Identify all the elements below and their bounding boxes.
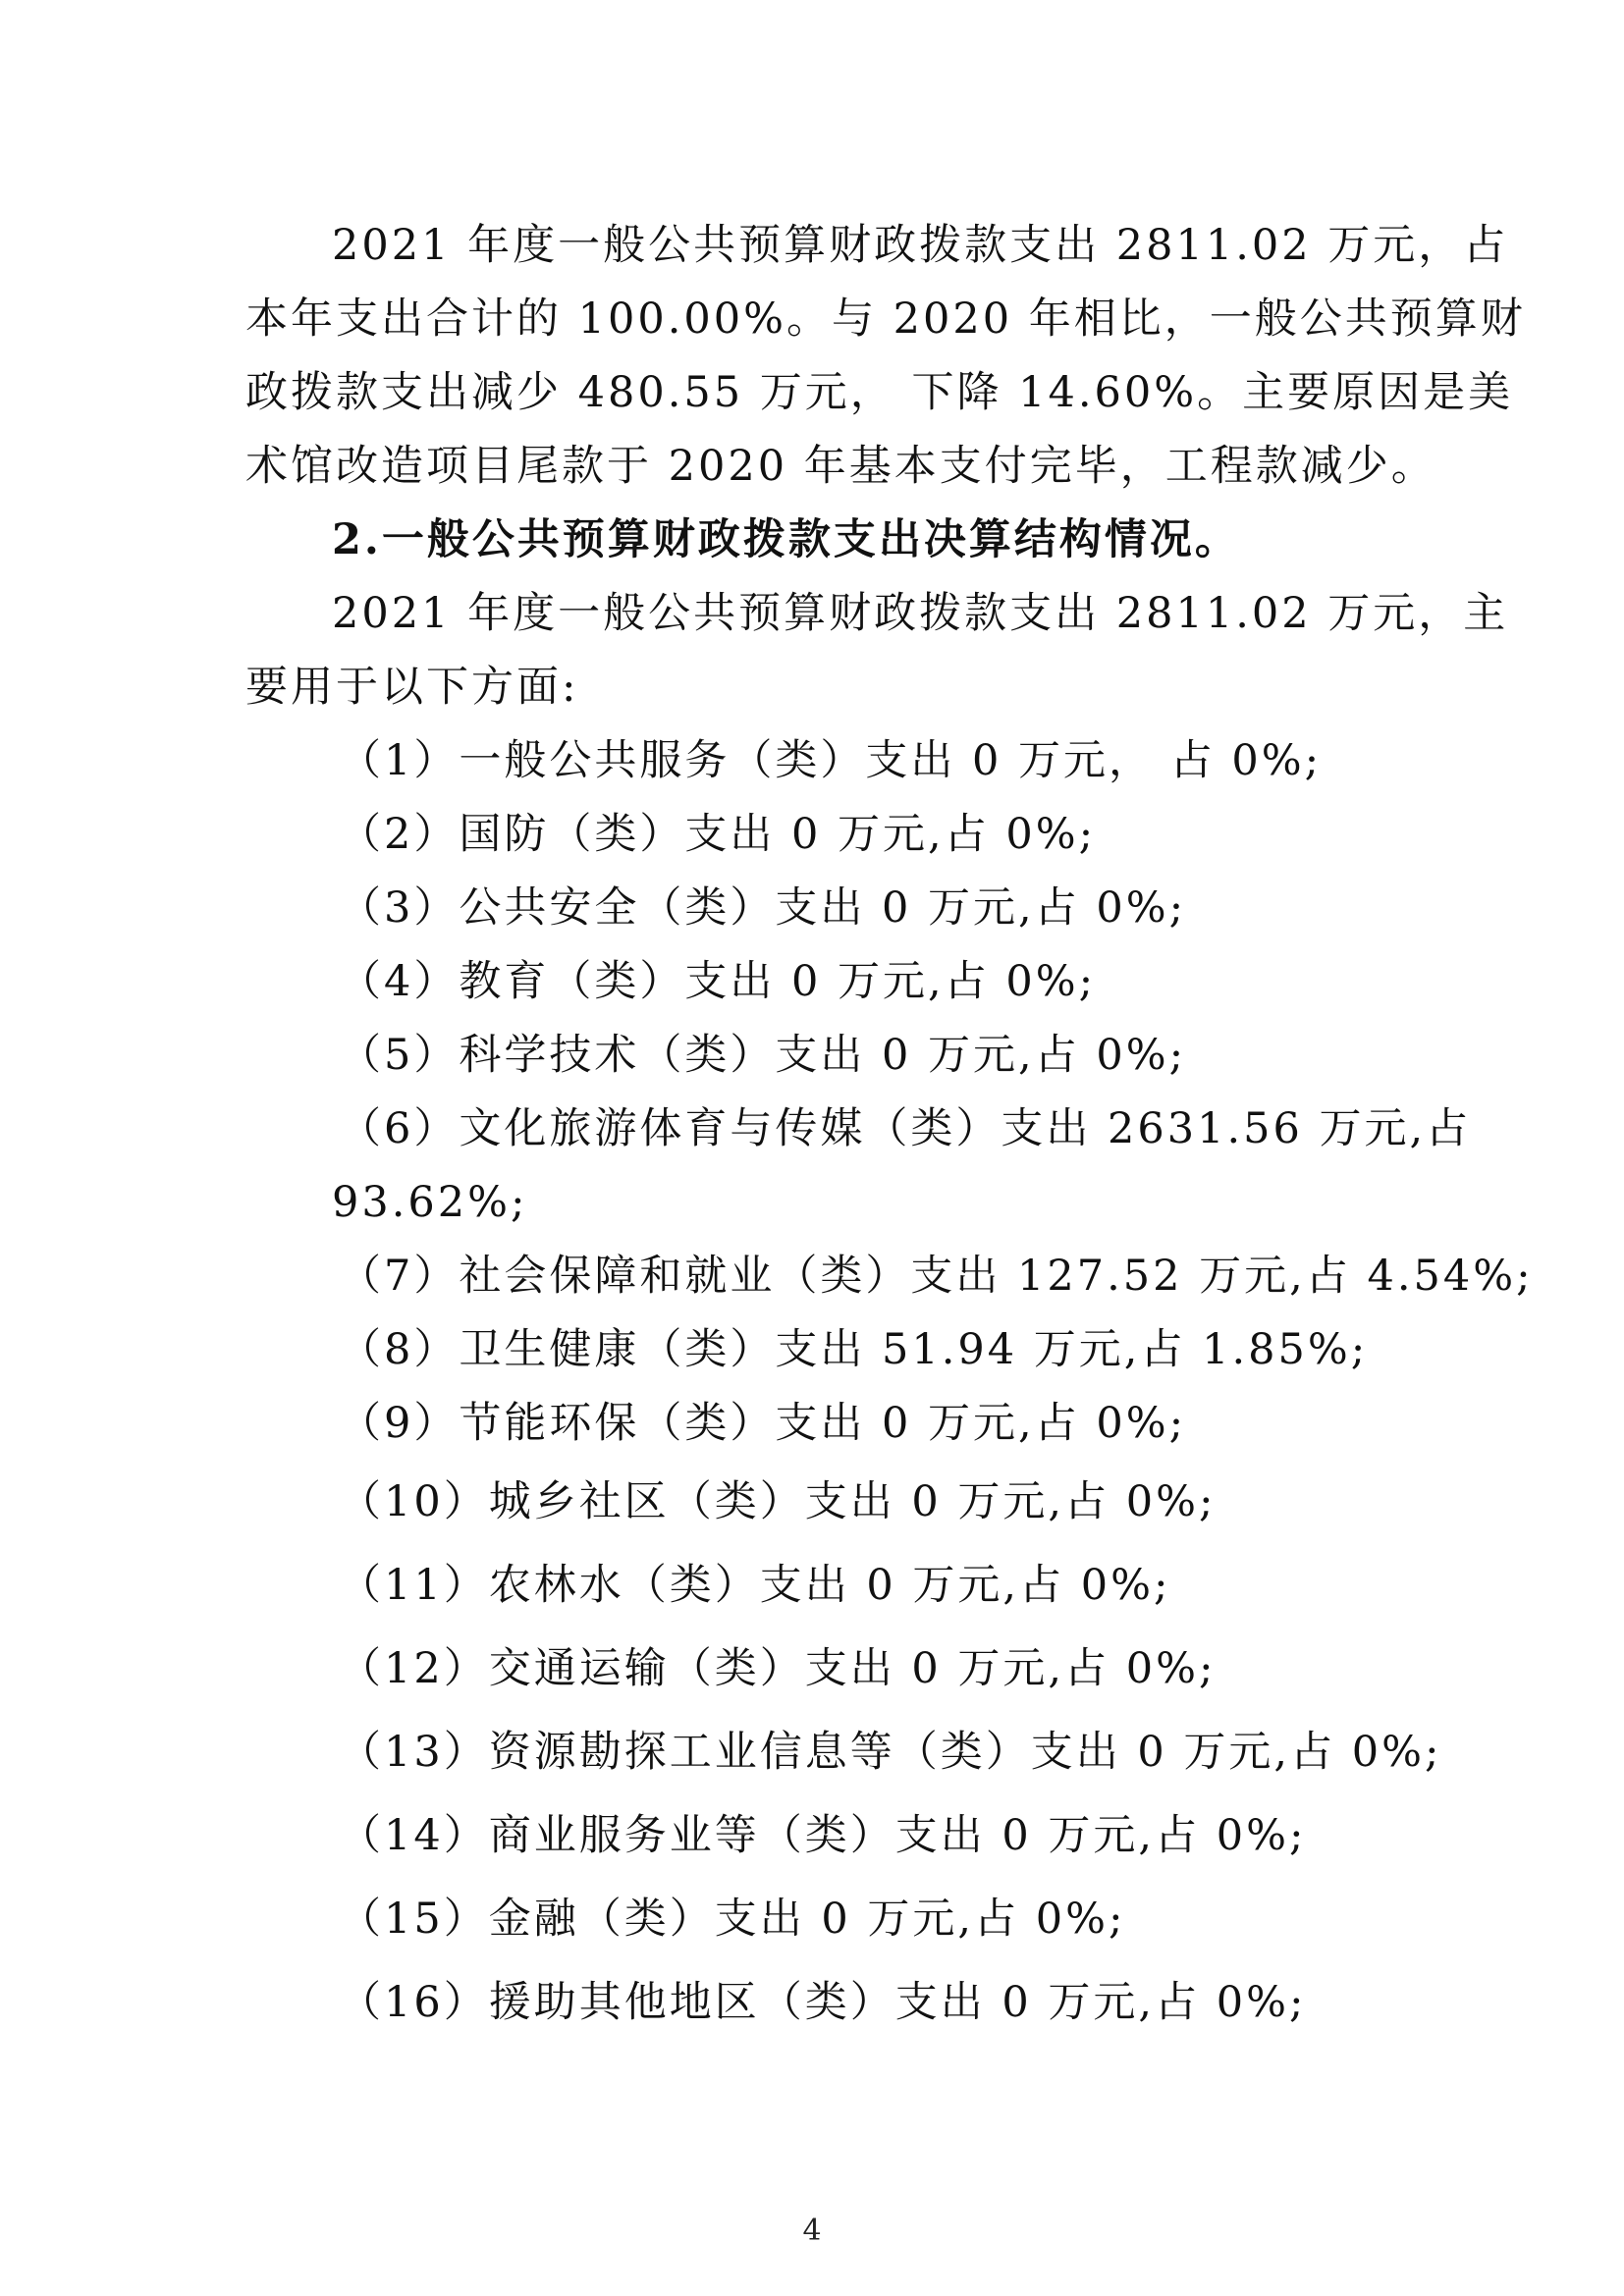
list-item: （6）文化旅游体育与传媒（类）支出 2631.56 万元,占 <box>339 1104 1472 1153</box>
list-item: （16）援助其他地区（类）支出 0 万元,占 0%; <box>339 1978 1307 2027</box>
list-item: （2）国防（类）支出 0 万元,占 0%; <box>339 810 1097 859</box>
list-item: （11）农林水（类）支出 0 万元,占 0%; <box>339 1561 1171 1610</box>
paragraph-line: 2021 年度一般公共预算财政拨款支出 2811.02 万元，占 <box>332 221 1509 270</box>
paragraph-line: 政拨款支出减少 480.55 万元， 下降 14.60%。主要原因是美 <box>245 368 1514 417</box>
paragraph-line: 要用于以下方面: <box>245 663 579 712</box>
page-number: 4 <box>802 2214 822 2248</box>
paragraph-line: 2021 年度一般公共预算财政拨款支出 2811.02 万元，主 <box>332 589 1509 638</box>
list-item: （4）教育（类）支出 0 万元,占 0%; <box>339 957 1097 1006</box>
section-heading: 2.一般公共预算财政拨款支出决算结构情况。 <box>332 515 1240 564</box>
list-item: （1）一般公共服务（类）支出 0 万元， 占 0%; <box>339 736 1323 785</box>
list-item: （7）社会保障和就业（类）支出 127.52 万元,占 4.54%; <box>339 1252 1534 1301</box>
list-item: （14）商业服务业等（类）支出 0 万元,占 0%; <box>339 1811 1307 1860</box>
list-item: （8）卫生健康（类）支出 51.94 万元,占 1.85%; <box>339 1325 1369 1374</box>
list-item-continuation: 93.62%; <box>332 1178 528 1227</box>
list-item: （12）交通运输（类）支出 0 万元,占 0%; <box>339 1644 1217 1693</box>
paragraph-line: 术馆改造项目尾款于 2020 年基本支付完毕，工程款减少。 <box>245 442 1436 491</box>
list-item: （5）科学技术（类）支出 0 万元,占 0%; <box>339 1031 1187 1080</box>
list-item: （15）金融（类）支出 0 万元,占 0%; <box>339 1895 1126 1944</box>
paragraph-line: 本年支出合计的 100.00%。与 2020 年相比，一般公共预算财 <box>245 294 1526 344</box>
list-item: （9）节能环保（类）支出 0 万元,占 0%; <box>339 1399 1187 1448</box>
list-item: （13）资源勘探工业信息等（类）支出 0 万元,占 0%; <box>339 1728 1442 1777</box>
list-item: （3）公共安全（类）支出 0 万元,占 0%; <box>339 883 1187 933</box>
list-item: （10）城乡社区（类）支出 0 万元,占 0%; <box>339 1477 1217 1526</box>
